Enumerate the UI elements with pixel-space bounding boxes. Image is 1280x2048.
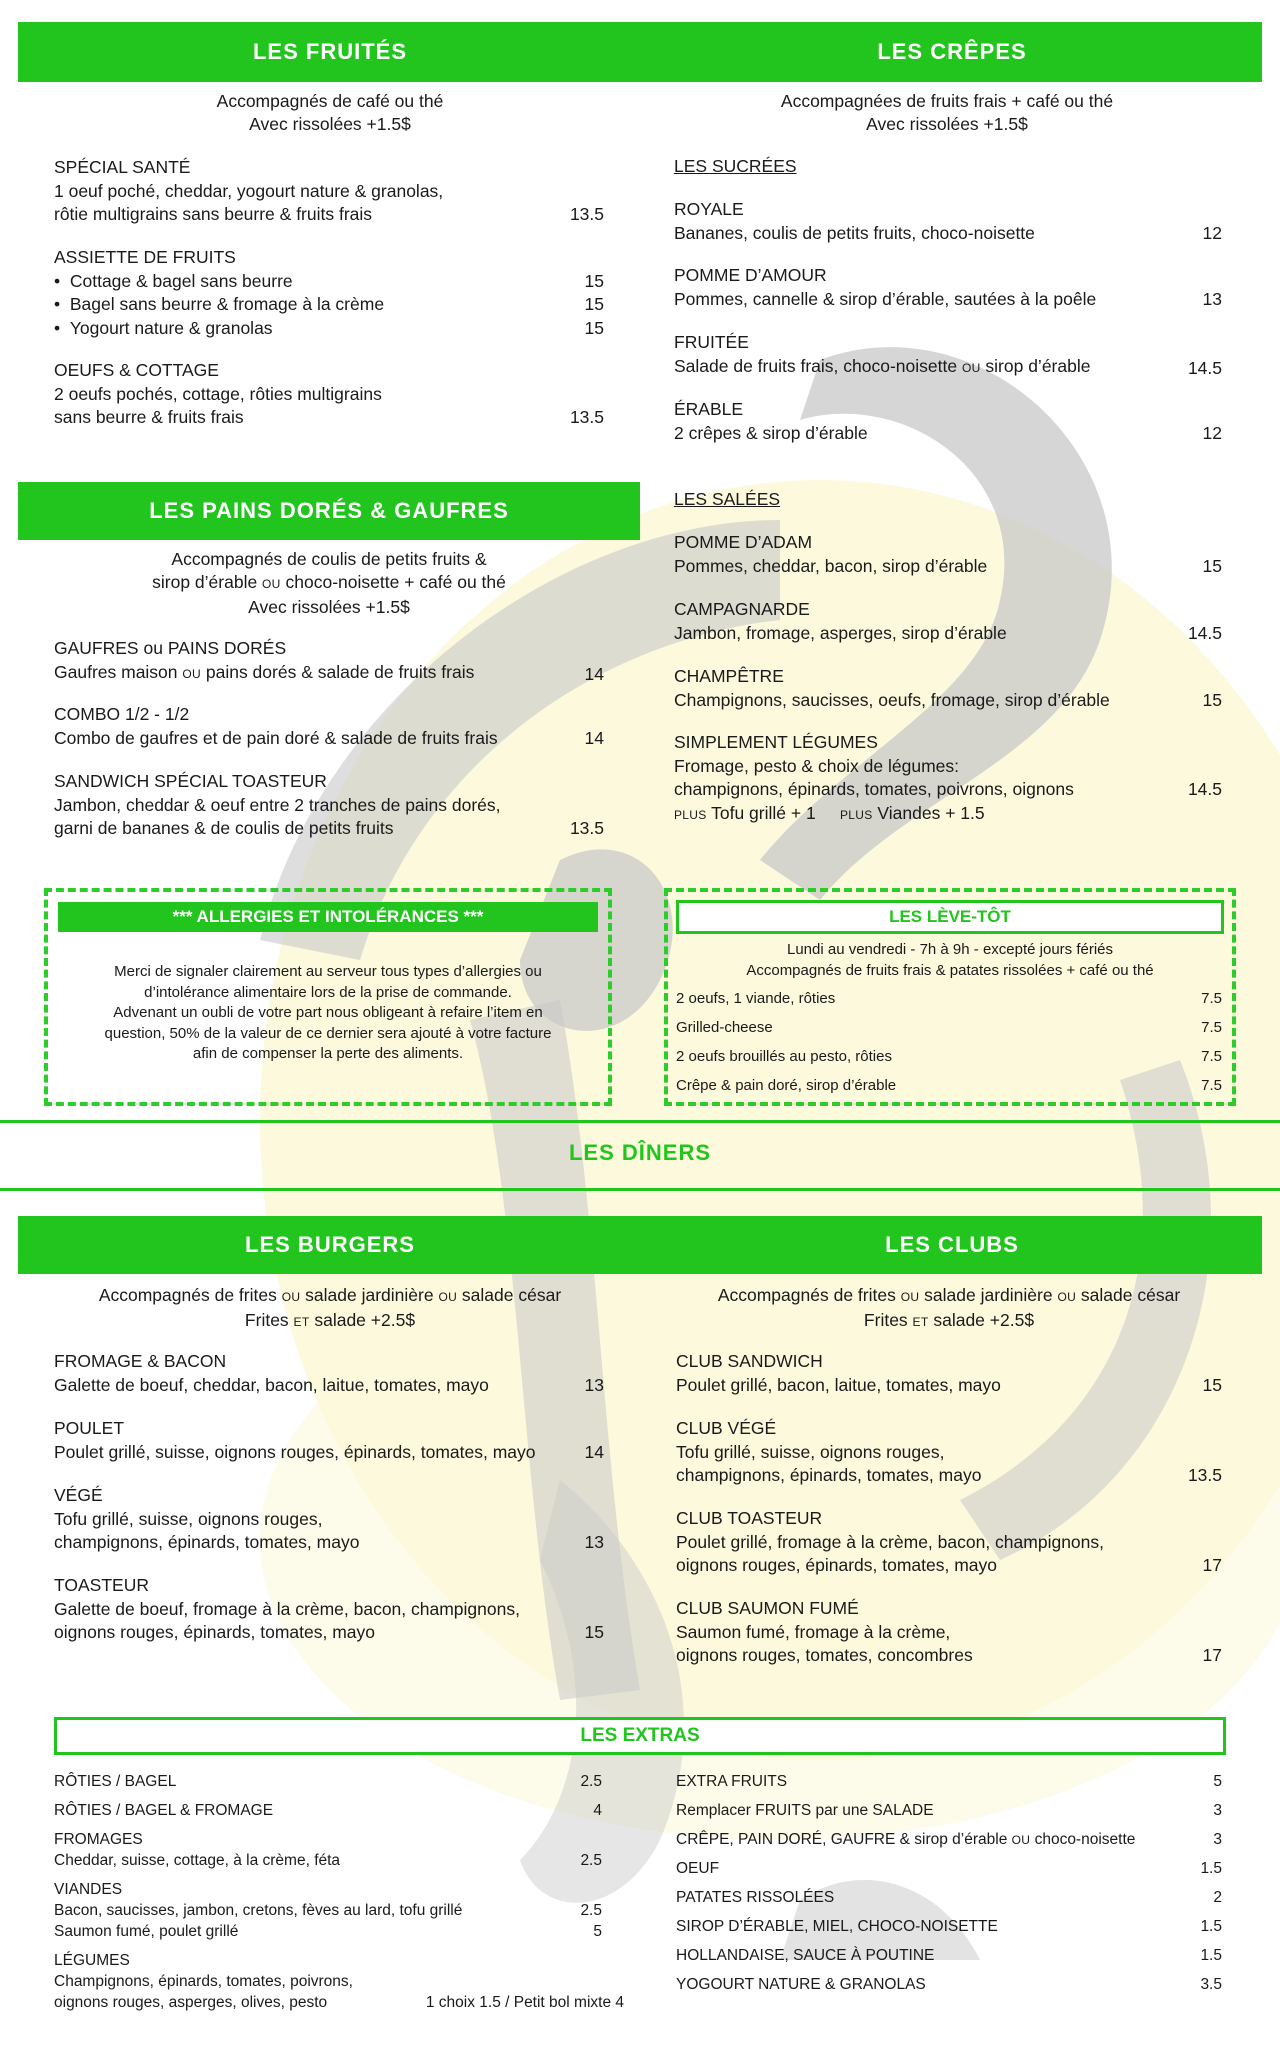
levetot-item bbox=[676, 1048, 1222, 1065]
item-description: OEUF bbox=[676, 1860, 720, 1877]
item-description: 2 oeufs pochés, cottage, rôties multigrains bbox=[54, 383, 382, 404]
subtitle-line: sirop d’érable OU choco-noisette + café ou thé bbox=[152, 572, 506, 592]
item-price: 7.5 bbox=[1201, 1048, 1222, 1065]
item-name: CHAMPÊTRE bbox=[674, 666, 784, 686]
item-name: VÉGÉ bbox=[54, 1485, 103, 1505]
item-description: EXTRA FRUITS bbox=[676, 1773, 788, 1790]
item-price: 13.5 bbox=[569, 204, 604, 224]
item-addons: PLUS Tofu grillé + 1 PLUS Viandes + 1.5 bbox=[674, 802, 985, 823]
item-description: Bacon, saucisses, jambon, cretons, fèves au lard, tofu grillé bbox=[54, 1902, 463, 1919]
menu-item-oeufs-cottage bbox=[54, 359, 604, 430]
item-price: 14 bbox=[584, 727, 604, 748]
item-price: 14 bbox=[584, 663, 604, 684]
item-description: Remplacer FRUITS par une SALADE bbox=[676, 1802, 934, 1819]
item-price: 1.5 bbox=[1200, 1947, 1222, 1964]
item-name: ROYALE bbox=[674, 199, 744, 219]
salees-label: LES SALÉES bbox=[674, 489, 781, 509]
item-description: Pommes, cannelle & sirop d’érable, sautées à la poêle bbox=[674, 288, 1097, 309]
item-price: 7.5 bbox=[1201, 1019, 1222, 1036]
subtitle-line: Accompagnés de coulis de petits fruits & bbox=[171, 549, 487, 569]
subtitle-line: Accompagnées de fruits frais + café ou thé bbox=[780, 91, 1114, 111]
menu-item-sandwich-special-toasteur bbox=[54, 770, 604, 841]
item-name: SANDWICH SPÉCIAL TOASTEUR bbox=[54, 771, 327, 791]
extras-item bbox=[676, 1858, 1222, 1879]
item-description: Poulet grillé, bacon, laitue, tomates, mayo bbox=[676, 1374, 1001, 1395]
item-price: 14.5 bbox=[1187, 779, 1222, 799]
levetot-subtitle: Lundi au vendredi - 7h à 9h - excepté jours fériés Accompagnés de fruits frais & patates rissolées + café ou thé bbox=[746, 941, 1154, 979]
item-name: POULET bbox=[54, 1418, 125, 1438]
item-name: SPÉCIAL SANTÉ bbox=[54, 157, 191, 177]
section-title: LES FRUITÉS bbox=[252, 39, 407, 64]
menu-item-fruitee bbox=[674, 331, 1222, 380]
item-name: COMBO 1/2 - 1/2 bbox=[54, 704, 190, 724]
item-description: champignons, épinards, tomates, mayo bbox=[54, 1532, 360, 1552]
item-description: Fromage, pesto & choix de légumes: bbox=[674, 755, 960, 776]
item-description: Galette de boeuf, cheddar, bacon, laitue, tomates, mayo bbox=[54, 1374, 489, 1395]
item-description: Bananes, coulis de petits fruits, choco-noisette bbox=[674, 222, 1035, 243]
item-description: Saumon fumé, fromage à la crème, bbox=[676, 1621, 951, 1642]
item-description: Combo de gaufres et de pain doré & salade de fruits frais bbox=[54, 727, 498, 748]
item-price: 17 bbox=[1202, 1645, 1222, 1665]
item-price: 15 bbox=[584, 294, 604, 314]
item-price: 12 bbox=[1202, 222, 1222, 243]
menu-item-club-vege bbox=[676, 1417, 1222, 1488]
item-description: Pommes, cheddar, bacon, sirop d’érable bbox=[674, 555, 988, 576]
item-price: 15 bbox=[584, 270, 604, 291]
item-description: Champignons, épinards, tomates, poivrons, bbox=[54, 1973, 353, 1990]
menu-item-special-sante bbox=[54, 156, 604, 227]
item-price: 2.5 bbox=[580, 1902, 602, 1919]
item-name: SIMPLEMENT LÉGUMES bbox=[674, 732, 878, 752]
item-price: 15 bbox=[1202, 1374, 1222, 1395]
item-price: 7.5 bbox=[1201, 1077, 1222, 1094]
item-price: 2.5 bbox=[580, 1773, 602, 1790]
section-title: LES PAINS DORÉS & GAUFRES bbox=[149, 498, 509, 523]
allergies-notice: Merci de signaler clairement au serveur tous types d’allergies ou d’intolérance alimentaire lors de la prise de commande. Advenant un oubli de votre part nous obligeant à refaire l’item en question, 50% de la valeur de ce dernier sera ajouté à votre facture afin de compenser la perte des aliments. bbox=[104, 963, 552, 1062]
section-header-extras bbox=[54, 1717, 1226, 1755]
item-name: POMME D’ADAM bbox=[674, 532, 813, 552]
box-title-text: LES LÈVE-TÔT bbox=[889, 907, 1011, 926]
item-description: CRÊPE, PAIN DORÉ, GAUFRE & sirop d’érable OU choco-noisette bbox=[676, 1831, 1136, 1848]
extras-item bbox=[54, 1800, 602, 1821]
item-price: 3.5 bbox=[1200, 1976, 1222, 1993]
item-name: FROMAGES bbox=[54, 1831, 143, 1848]
item-name: OEUFS & COTTAGE bbox=[54, 360, 219, 380]
item-description: Saumon fumé, poulet grillé bbox=[54, 1923, 239, 1940]
item-name: CLUB VÉGÉ bbox=[676, 1418, 777, 1438]
item-price: 1.5 bbox=[1200, 1918, 1222, 1935]
menu-item-pomme-damour bbox=[674, 264, 1222, 311]
extras-item bbox=[676, 1800, 1222, 1821]
item-price: 4 bbox=[593, 1802, 602, 1819]
extras-item bbox=[676, 1771, 1222, 1792]
item-price: 14 bbox=[584, 1441, 604, 1462]
section-title: LES EXTRAS bbox=[580, 1725, 700, 1746]
item-description: 1 oeuf poché, cheddar, yogourt nature & granolas, bbox=[54, 180, 444, 201]
item-description: Grilled-cheese bbox=[676, 1019, 773, 1036]
menu-item-simplement-legumes bbox=[674, 731, 1222, 827]
bullet-option: • Yogourt nature & granolas bbox=[54, 317, 273, 338]
diners-rule-bottom bbox=[0, 1188, 1280, 1191]
subtitle-line: Avec rissolées +1.5$ bbox=[866, 114, 1028, 134]
menu-item-poulet bbox=[54, 1417, 604, 1464]
subtitle-line: Avec rissolées +1.5$ bbox=[249, 114, 411, 134]
item-name: CLUB TOASTEUR bbox=[676, 1508, 823, 1528]
section-title: LES BURGERS bbox=[245, 1232, 415, 1257]
menu-item-fromage-bacon bbox=[54, 1350, 604, 1397]
menu-item-pomme-dadam bbox=[674, 531, 1222, 578]
item-price: 13.5 bbox=[569, 818, 604, 838]
item-description: Cheddar, suisse, cottage, à la crème, féta bbox=[54, 1852, 341, 1869]
item-price: 5 bbox=[593, 1923, 602, 1940]
section-header-fruites bbox=[18, 22, 642, 82]
item-description: Jambon, cheddar & oeuf entre 2 tranches de pains dorés, bbox=[54, 794, 501, 815]
item-price: 14.5 bbox=[1187, 622, 1222, 643]
item-description: Poulet grillé, suisse, oignons rouges, épinards, tomates, mayo bbox=[54, 1441, 536, 1462]
section-header-burgers bbox=[18, 1216, 642, 1274]
menu-item-club-toasteur bbox=[676, 1507, 1222, 1578]
pains-subtitle bbox=[18, 548, 640, 619]
subtitle-line: Accompagnés de frites OU salade jardinière OU salade césar bbox=[98, 1285, 562, 1305]
item-description: rôtie multigrains sans beurre & fruits frais bbox=[54, 204, 373, 224]
item-price: 3 bbox=[1213, 1831, 1222, 1848]
subtitle-line: Accompagnés de frites OU salade jardinière OU salade césar bbox=[717, 1285, 1181, 1305]
subtitle-line: Frites ET salade +2.5$ bbox=[244, 1310, 416, 1330]
bullet-option: • Cottage & bagel sans beurre bbox=[54, 270, 293, 291]
item-price: 1 choix 1.5 / Petit bol mixte 4 bbox=[425, 1994, 624, 2011]
menu-item-gaufres-pains-dores bbox=[54, 637, 604, 686]
extras-fromages bbox=[54, 1829, 602, 1871]
sucrees-label: LES SUCRÉES bbox=[674, 156, 797, 176]
diners-rule-top bbox=[0, 1120, 1280, 1123]
item-description: RÔTIES / BAGEL & FROMAGE bbox=[54, 1802, 274, 1819]
menu-item-champetre bbox=[674, 665, 1222, 712]
extras-viandes bbox=[54, 1879, 602, 1942]
item-price: 2.5 bbox=[580, 1852, 602, 1869]
box-title-text: *** ALLERGIES ET INTOLÉRANCES *** bbox=[172, 907, 484, 926]
item-name: FRUITÉE bbox=[674, 332, 749, 352]
menu-item-vege bbox=[54, 1484, 604, 1555]
item-name: GAUFRES ou PAINS DORÉS bbox=[54, 638, 287, 658]
menu-item-club-sandwich bbox=[676, 1350, 1222, 1397]
levetot-item bbox=[676, 1019, 1222, 1036]
item-description: Salade de fruits frais, choco-noisette OU sirop d’érable bbox=[674, 355, 1091, 376]
item-name: CLUB SAUMON FUMÉ bbox=[676, 1598, 859, 1618]
extras-legumes bbox=[54, 1950, 624, 2013]
section-header-clubs bbox=[642, 1216, 1262, 1274]
subtitle-line: Avec rissolées +1.5$ bbox=[248, 597, 410, 617]
item-price: 14.5 bbox=[1187, 357, 1222, 378]
subtitle-line: Frites ET salade +2.5$ bbox=[863, 1310, 1035, 1330]
item-name: FROMAGE & BACON bbox=[54, 1351, 227, 1371]
item-price: 3 bbox=[1213, 1802, 1222, 1819]
levetot-title bbox=[676, 900, 1224, 934]
item-price: 2 bbox=[1213, 1889, 1222, 1906]
item-price: 13 bbox=[584, 1532, 604, 1552]
section-header-crepes bbox=[642, 22, 1262, 82]
extras-item bbox=[676, 1974, 1222, 1995]
menu-item-toasteur bbox=[54, 1574, 604, 1645]
item-price: 13 bbox=[584, 1374, 604, 1395]
extras-item bbox=[676, 1945, 1222, 1966]
item-price: 1.5 bbox=[1200, 1860, 1222, 1877]
item-description: oignons rouges, épinards, tomates, mayo bbox=[54, 1622, 376, 1642]
item-description: Jambon, fromage, asperges, sirop d’érable bbox=[674, 622, 1007, 643]
item-name: CAMPAGNARDE bbox=[674, 599, 810, 619]
item-name: VIANDES bbox=[54, 1881, 123, 1898]
item-price: 7.5 bbox=[1201, 990, 1222, 1007]
item-price: 15 bbox=[1202, 555, 1222, 576]
section-title: LES CLUBS bbox=[885, 1232, 1019, 1257]
section-header-pains-dores bbox=[18, 482, 640, 540]
item-description: oignons rouges, asperges, olives, pesto bbox=[54, 1994, 328, 2011]
item-description: HOLLANDAISE, SAUCE À POUTINE bbox=[676, 1947, 935, 1964]
item-description: 2 oeufs, 1 viande, rôties bbox=[676, 990, 836, 1007]
menu-item-assiette-de-fruits bbox=[54, 246, 604, 340]
item-name: ÉRABLE bbox=[674, 399, 744, 419]
extras-item bbox=[676, 1829, 1222, 1851]
menu-item-royale bbox=[674, 198, 1222, 245]
item-price: 15 bbox=[584, 317, 604, 338]
extras-item bbox=[676, 1887, 1222, 1908]
item-name: POMME D’AMOUR bbox=[674, 265, 827, 285]
item-price: 5 bbox=[1213, 1773, 1222, 1790]
item-description: RÔTIES / BAGEL bbox=[54, 1773, 177, 1790]
burgers-subtitle bbox=[18, 1284, 642, 1334]
item-description: Crêpe & pain doré, sirop d’érable bbox=[676, 1077, 897, 1094]
item-name: ASSIETTE DE FRUITS bbox=[54, 247, 236, 267]
extras-item bbox=[676, 1916, 1222, 1937]
item-description: Poulet grillé, fromage à la crème, bacon, champignons, bbox=[676, 1531, 1105, 1552]
item-description: Champignons, saucisses, oeufs, fromage, sirop d’érable bbox=[674, 689, 1110, 710]
diners-title: LES DÎNERS bbox=[568, 1140, 712, 1165]
item-description: 2 oeufs brouillés au pesto, rôties bbox=[676, 1048, 892, 1065]
item-price: 13.5 bbox=[569, 407, 604, 427]
item-description: SIROP D’ÉRABLE, MIEL, CHOCO-NOISETTE bbox=[676, 1918, 998, 1935]
item-description: sans beurre & fruits frais bbox=[54, 407, 244, 427]
item-price: 15 bbox=[584, 1622, 604, 1642]
levetot-item bbox=[676, 1077, 1222, 1094]
menu-item-erable bbox=[674, 398, 1222, 445]
crepes-subtitle bbox=[642, 90, 1252, 136]
bullet-option: • Bagel sans beurre & fromage à la crème bbox=[54, 294, 385, 314]
item-name: CLUB SANDWICH bbox=[676, 1351, 823, 1371]
menu-item-campagnarde bbox=[674, 598, 1222, 645]
extras-item bbox=[54, 1771, 602, 1792]
item-description: 2 crêpes & sirop d’érable bbox=[674, 422, 868, 443]
subtitle-line: Accompagnés de café ou thé bbox=[216, 91, 444, 111]
item-price: 13.5 bbox=[1187, 1465, 1222, 1485]
clubs-subtitle bbox=[642, 1284, 1256, 1334]
item-price: 15 bbox=[1202, 689, 1222, 710]
item-name: TOASTEUR bbox=[54, 1575, 149, 1595]
item-description: PATATES RISSOLÉES bbox=[676, 1889, 835, 1906]
item-description: Tofu grillé, suisse, oignons rouges, bbox=[54, 1508, 323, 1529]
item-description: Tofu grillé, suisse, oignons rouges, bbox=[676, 1441, 945, 1462]
item-description: garni de bananes & de coulis de petits fruits bbox=[54, 818, 394, 838]
item-price: 13 bbox=[1202, 288, 1222, 309]
allergies-title bbox=[58, 902, 598, 932]
item-description: YOGOURT NATURE & GRANOLAS bbox=[676, 1976, 926, 1993]
item-description: champignons, épinards, tomates, poivrons, oignons bbox=[674, 779, 1074, 799]
item-price: 12 bbox=[1202, 422, 1222, 443]
item-description: oignons rouges, tomates, concombres bbox=[676, 1645, 973, 1665]
fruites-subtitle bbox=[18, 90, 642, 136]
item-name: LÉGUMES bbox=[54, 1952, 130, 1969]
section-title: LES CRÊPES bbox=[877, 39, 1027, 64]
item-description: Galette de boeuf, fromage à la crème, bacon, champignons, bbox=[54, 1598, 520, 1619]
item-price: 17 bbox=[1202, 1555, 1222, 1575]
item-description: champignons, épinards, tomates, mayo bbox=[676, 1465, 982, 1485]
item-description: Gaufres maison OU pains dorés & salade de fruits frais bbox=[54, 661, 475, 682]
item-description: oignons rouges, épinards, tomates, mayo bbox=[676, 1555, 998, 1575]
levetot-item bbox=[676, 990, 1222, 1007]
menu-item-combo bbox=[54, 703, 604, 750]
menu-item-club-saumon-fume bbox=[676, 1597, 1222, 1668]
